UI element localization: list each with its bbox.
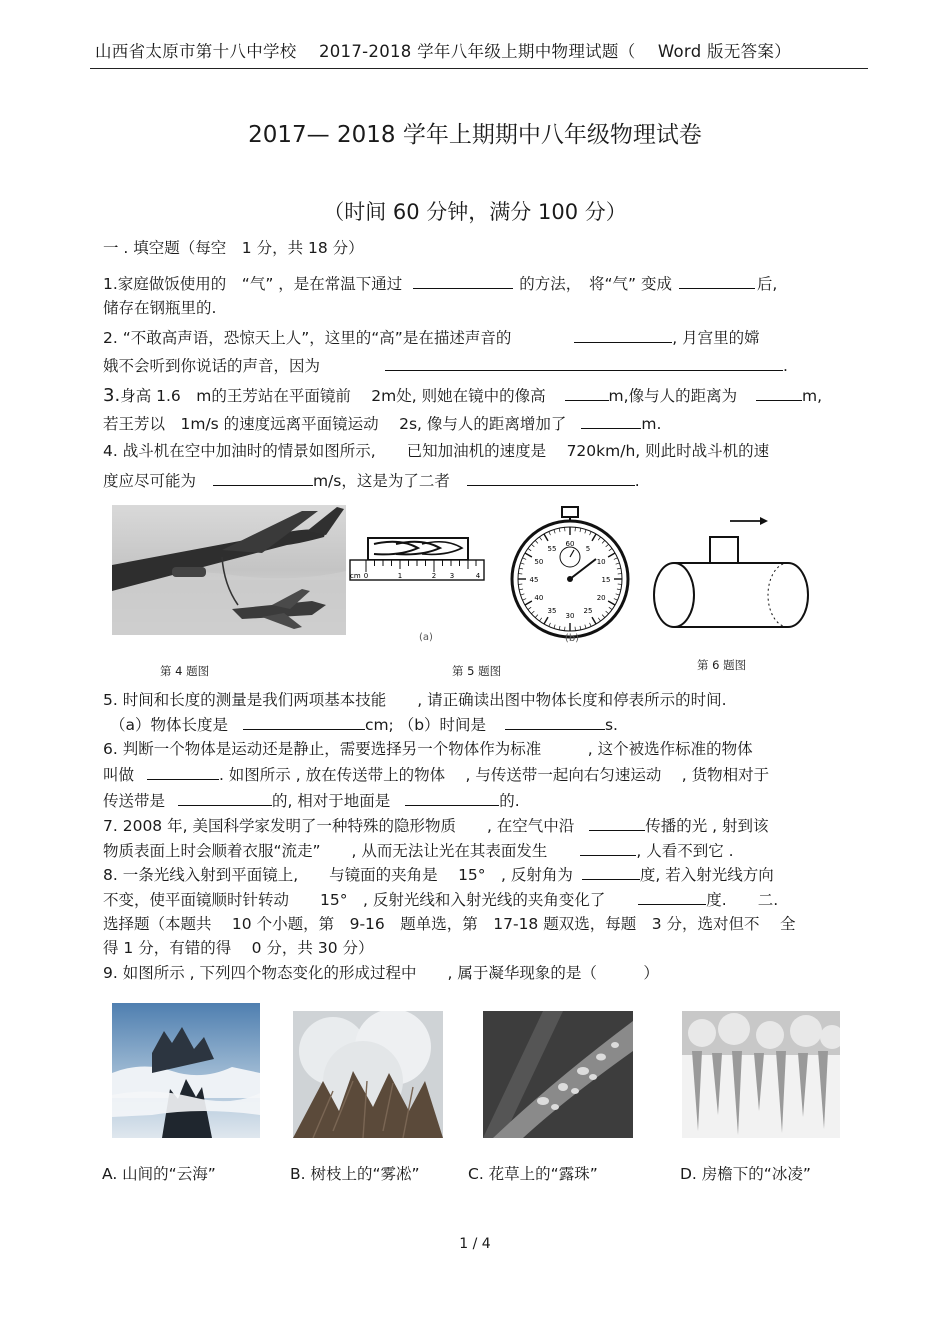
page-header: 山西省太原市第十八中学校 2017-2018 学年八年级上期中物理试题（ Word 版无答案） bbox=[95, 42, 792, 61]
question-4-line-1: 4. 战斗机在空中加油时的情景如图所示, 已知加油机的速度是 720km/h, 则此时战斗机的速 bbox=[103, 442, 770, 460]
q3-text-d: 若王芳以 1m/s 的速度远离平面镜运动 2s, 像与人的距离增加了 bbox=[103, 415, 567, 433]
figure-4-caption: 第 4 题图 bbox=[160, 664, 210, 678]
q6-blank-3[interactable] bbox=[405, 790, 499, 806]
q8-blank-2[interactable] bbox=[638, 889, 706, 905]
stopwatch-number: 45 bbox=[529, 576, 539, 584]
q3-number: 3. bbox=[103, 385, 121, 406]
ruler-tick-4: 4 bbox=[475, 572, 481, 580]
q5-text-c: cm; （b）时间是 bbox=[364, 716, 487, 734]
q7-text-b: 传播的光 , 射到该 bbox=[645, 817, 769, 835]
question-2-line-2 bbox=[103, 355, 788, 376]
q5-text-d: s. bbox=[604, 716, 618, 734]
q9-option-b[interactable]: B. 树枝上的“雾凇” bbox=[290, 1165, 420, 1183]
q9-option-a[interactable]: A. 山间的“云海” bbox=[102, 1165, 216, 1183]
question-7-line-2 bbox=[103, 840, 734, 861]
icicles-photo bbox=[682, 1011, 840, 1138]
q3-text-c: m, bbox=[802, 387, 823, 405]
stopwatch-label-b: (b) bbox=[564, 633, 580, 644]
q4-blank-2[interactable] bbox=[467, 470, 635, 486]
exam-subtitle: （时间 60 分钟，满分 100 分） bbox=[323, 200, 627, 224]
aerial-refueling-photo bbox=[112, 505, 346, 635]
section-heading-fill-in: 一 . 填空题（每空 1 分，共 18 分） bbox=[103, 239, 364, 257]
question-5-line-2 bbox=[110, 714, 618, 735]
q1-text-b: 的方法， 将“气” 变成 bbox=[519, 275, 672, 293]
question-3-line-2 bbox=[103, 413, 661, 434]
q6-text-f: 的. bbox=[499, 792, 520, 810]
q6-text-d: 传送带是 bbox=[103, 792, 166, 810]
conveyor-diagram bbox=[648, 515, 813, 635]
stopwatch-number: 10 bbox=[596, 558, 606, 566]
figure-6-caption: 第 6 题图 bbox=[697, 658, 747, 672]
question-2-line-1 bbox=[103, 327, 760, 348]
q4-text-c: m/s，这是为了二者 bbox=[312, 472, 450, 490]
question-5-line-1: 5. 时间和长度的测量是我们两项基本技能 , 请正确读出图中物体长度和停表所示的时间. bbox=[103, 691, 727, 709]
stopwatch-number: 55 bbox=[547, 544, 557, 553]
q1-text-c: 后, bbox=[756, 275, 778, 293]
section-heading-choice-line-1: 选择题（本题共 10 个小题，第 9-16 题单选，第 17-18 题双选，每题 3 分，选对但不 全 bbox=[103, 915, 796, 933]
q4-text-b: 度应尽可能为 bbox=[103, 472, 197, 490]
q5-blank-2[interactable] bbox=[505, 714, 605, 730]
stopwatch-number: 5 bbox=[585, 544, 591, 553]
header-rule bbox=[90, 68, 868, 69]
q2-blank-2[interactable] bbox=[385, 355, 783, 371]
dewdrops-leaf-photo bbox=[483, 1011, 633, 1138]
section-heading-choice-line-2: 得 1 分，有错的得 0 分，共 30 分） bbox=[103, 939, 374, 957]
q9-option-d[interactable]: D. 房檐下的“冰凌” bbox=[680, 1165, 811, 1183]
q5-text-b: （a）物体长度是 bbox=[110, 716, 228, 734]
q3-text-b: m,像与人的距离为 bbox=[608, 387, 738, 405]
ruler-diagram bbox=[348, 520, 488, 645]
rime-branches-photo bbox=[293, 1011, 443, 1138]
q7-text-c: 物质表面上时会顺着衣服“流走” , 从而无法让光在其表面发生 bbox=[103, 842, 548, 860]
q2-text-c: 娥不会听到你说话的声音，因为 bbox=[103, 357, 321, 375]
question-1-line-1 bbox=[103, 273, 777, 294]
question-6-line-1: 6. 判断一个物体是运动还是静止，需要选择另一个物体作为标准 , 这个被选作标准的物体 bbox=[103, 740, 753, 758]
q8-text-a: 8. 一条光线入射到平面镜上, 与镜面的夹角是 15° , 反射角为 bbox=[103, 866, 573, 884]
q3-blank-2[interactable] bbox=[756, 385, 802, 401]
exam-title: 2017— 2018 学年上期期中八年级物理试卷 bbox=[248, 122, 702, 148]
q7-blank-1[interactable] bbox=[589, 815, 645, 831]
q2-text-b: , 月宫里的嫦 bbox=[672, 329, 760, 347]
page-number: 1 / 4 bbox=[459, 1236, 491, 1252]
question-3-line-1 bbox=[103, 385, 822, 406]
q2-blank-1[interactable] bbox=[574, 327, 672, 343]
stopwatch-number: 40 bbox=[534, 594, 544, 602]
question-8-line-2 bbox=[103, 889, 778, 910]
q8-text-d: 度. 二. bbox=[706, 891, 779, 909]
stopwatch-number: 35 bbox=[547, 607, 557, 616]
ruler-tick-3: 3 bbox=[449, 572, 455, 580]
q6-text-c: . 如图所示 , 放在传送带上的物体 , 与传送带一起向右匀速运动 , 货物相对于 bbox=[218, 766, 770, 784]
stopwatch-number: 25 bbox=[583, 607, 593, 616]
ruler-unit: cm bbox=[350, 572, 361, 580]
q6-text-e: 的, 相对于地面是 bbox=[271, 792, 391, 810]
q3-blank-3[interactable] bbox=[581, 413, 641, 429]
q6-blank-2[interactable] bbox=[178, 790, 272, 806]
question-8-line-1 bbox=[103, 864, 774, 885]
q3-text-e: m. bbox=[641, 415, 662, 433]
q2-text-d: . bbox=[782, 357, 788, 375]
stopwatch-number: 60 bbox=[565, 540, 575, 548]
q5-blank-1[interactable] bbox=[243, 714, 365, 730]
stopwatch-number: 20 bbox=[596, 594, 606, 602]
q8-text-b: 度, 若入射光线方向 bbox=[639, 866, 774, 884]
stopwatch-number: 50 bbox=[534, 558, 544, 566]
question-7-line-1 bbox=[103, 815, 769, 836]
q7-text-d: , 人看不到它 . bbox=[636, 842, 734, 860]
q6-text-b: 叫做 bbox=[103, 766, 135, 784]
q1-blank-1[interactable] bbox=[413, 273, 513, 289]
question-4-line-2 bbox=[103, 470, 640, 491]
ruler-tick-2: 2 bbox=[431, 572, 437, 580]
q9-option-c[interactable]: C. 花草上的“露珠” bbox=[468, 1165, 598, 1183]
q8-text-c: 不变，使平面镜顺时针转动 15° , 反射光线和入射光线的夹角变化了 bbox=[103, 891, 606, 909]
q4-text-d: . bbox=[634, 472, 640, 490]
question-6-line-3 bbox=[103, 790, 520, 811]
question-6-line-2 bbox=[103, 764, 769, 785]
q3-blank-1[interactable] bbox=[565, 385, 609, 401]
q7-text-a: 7. 2008 年, 美国科学家发明了一种特殊的隐形物质 , 在空气中沿 bbox=[103, 817, 575, 835]
q4-blank-1[interactable] bbox=[213, 470, 313, 486]
question-1-line-2: 储存在钢瓶里的. bbox=[103, 299, 217, 317]
question-9-stem: 9. 如图所示 , 下列四个物态变化的形成过程中 , 属于凝华现象的是（ ） bbox=[103, 964, 659, 982]
q1-text-a: 1.家庭做饭使用的 “气” ，是在常温下通过 bbox=[103, 275, 403, 293]
stopwatch-number: 15 bbox=[601, 576, 611, 584]
q2-text-a: 2. “不敢高声语，恐惊天上人”，这里的“高”是在描述声音的 bbox=[103, 329, 512, 347]
q7-blank-2[interactable] bbox=[580, 840, 636, 856]
ruler-tick-0: 0 bbox=[363, 572, 369, 580]
ruler-tick-1: 1 bbox=[397, 572, 403, 580]
q6-blank-1[interactable] bbox=[147, 764, 219, 780]
ruler-label-a: (a) bbox=[419, 632, 433, 643]
q8-blank-1[interactable] bbox=[582, 864, 640, 880]
stopwatch-number: 30 bbox=[565, 612, 575, 620]
cloud-sea-photo bbox=[112, 1003, 260, 1138]
q1-blank-2[interactable] bbox=[679, 273, 755, 289]
figure-5-caption: 第 5 题图 bbox=[452, 664, 502, 678]
q3-text-a: 身高 1.6 m的王芳站在平面镜前 2m处, 则她在镜中的像高 bbox=[120, 387, 546, 405]
stopwatch-diagram bbox=[500, 505, 640, 645]
